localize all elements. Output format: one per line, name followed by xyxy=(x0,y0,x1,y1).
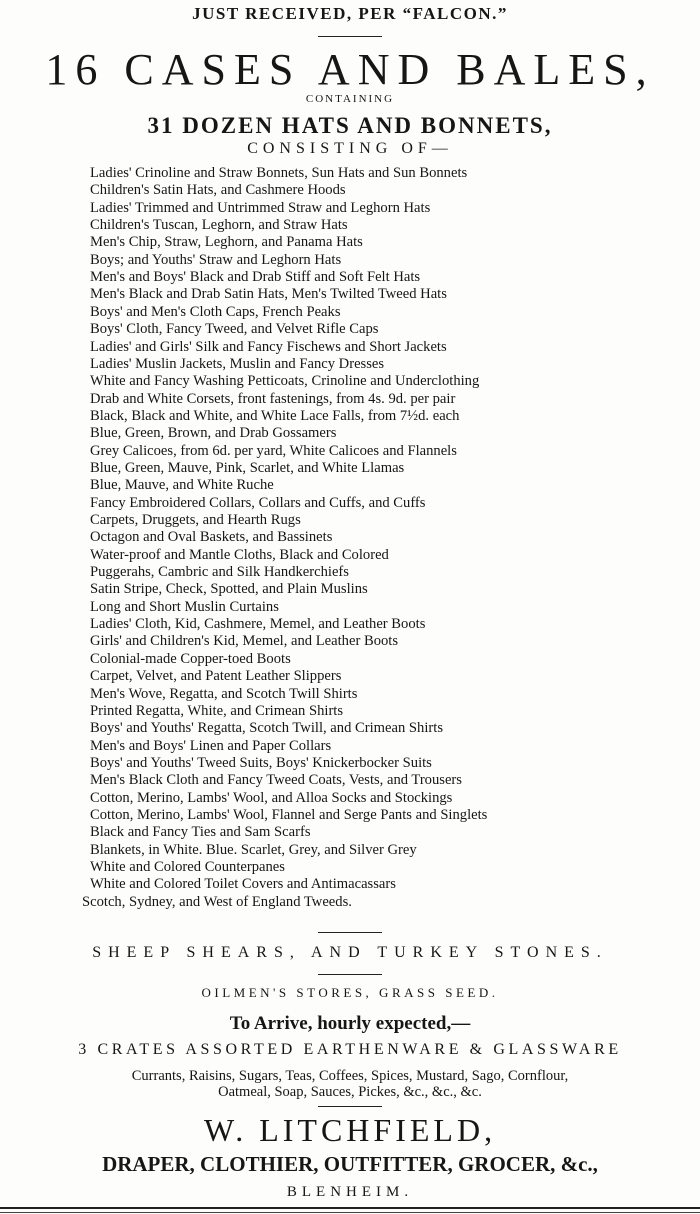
goods-item: Men's Wove, Regatta, and Scotch Twill Shirts xyxy=(90,686,358,702)
divider-rule xyxy=(318,36,382,37)
goods-item: Boys' Cloth, Fancy Tweed, and Velvet Rifle Caps xyxy=(90,321,379,337)
merchant-name: W. LITCHFIELD, xyxy=(203,1112,497,1148)
goods-item: Octagon and Oval Baskets, and Bassinets xyxy=(90,529,333,545)
goods-item: Drab and White Corsets, front fastenings, from 4s. 9d. per pair xyxy=(90,391,456,407)
goods-item: Blue, Mauve, and White Ruche xyxy=(90,477,274,493)
goods-item: Scotch, Sydney, and West of England Tweeds. xyxy=(82,894,352,910)
goods-item: Cotton, Merino, Lambs' Wool, Flannel and Serge Pants and Singlets xyxy=(90,807,488,823)
arrive-heading: To Arrive, hourly expected,— xyxy=(229,1013,471,1034)
bottom-rule xyxy=(0,1212,700,1213)
containing-label: CONTAINING xyxy=(305,93,395,105)
goods-item: Long and Short Muslin Curtains xyxy=(90,599,279,615)
goods-item: Children's Tuscan, Leghorn, and Straw Hats xyxy=(90,217,348,233)
goods-item: Boys' and Youths' Tweed Suits, Boys' Knickerbocker Suits xyxy=(90,755,432,771)
goods-item: Men's Black and Drab Satin Hats, Men's Twilted Tweed Hats xyxy=(90,286,447,302)
goods-item: Children's Satin Hats, and Cashmere Hoods xyxy=(90,182,346,198)
goods-item: Ladies' Crinoline and Straw Bonnets, Sun Hats and Sun Bonnets xyxy=(90,165,468,181)
goods-item: Ladies' and Girls' Silk and Fancy Fischews and Short Jackets xyxy=(90,339,447,355)
crates-heading: 3 CRATES ASSORTED EARTHENWARE & GLASSWARE xyxy=(78,1041,622,1058)
goods-item: White and Colored Counterpanes xyxy=(90,859,285,875)
divider-rule xyxy=(318,1106,382,1107)
goods-item: Blue, Green, Mauve, Pink, Scarlet, and White Llamas xyxy=(90,460,405,476)
goods-item: White and Colored Toilet Covers and Antimacassars xyxy=(90,876,396,892)
consisting-label: CONSISTING OF— xyxy=(247,140,453,157)
goods-item: Black and Fancy Ties and Sam Scarfs xyxy=(90,824,311,840)
goods-item: Fancy Embroidered Collars, Collars and Cuffs, and Cuffs xyxy=(90,495,426,511)
goods-item: Satin Stripe, Check, Spotted, and Plain Muslins xyxy=(90,581,368,597)
sheep-shears-heading: SHEEP SHEARS, AND TURKEY STONES. xyxy=(92,944,608,961)
merchant-town: BLENHEIM. xyxy=(286,1184,414,1200)
oilmen-heading: OILMEN'S STORES, GRASS SEED. xyxy=(201,985,499,1000)
goods-item: Black, Black and White, and White Lace Falls, from 7½d. each xyxy=(90,408,460,424)
goods-item: Colonial-made Copper-toed Boots xyxy=(90,651,291,667)
goods-item: Men's Black Cloth and Fancy Tweed Coats, Vests, and Trousers xyxy=(90,772,462,788)
goods-item: Ladies' Muslin Jackets, Muslin and Fancy Dresses xyxy=(90,356,385,372)
goods-item: Water-proof and Mantle Cloths, Black and Colored xyxy=(90,547,389,563)
grocery-line: Oatmeal, Soap, Sauces, Pickes, &c., &c., &c. xyxy=(218,1084,482,1100)
grocery-line: Currants, Raisins, Sugars, Teas, Coffees, Spices, Mustard, Sago, Cornflour, xyxy=(131,1068,569,1084)
goods-item: Puggerahs, Cambric and Silk Handkerchiefs xyxy=(90,564,349,580)
goods-item: Blankets, in White. Blue. Scarlet, Grey, and Silver Grey xyxy=(90,842,417,858)
bottom-rule xyxy=(0,1207,700,1209)
dozen-heading: 31 DOZEN HATS AND BONNETS, xyxy=(147,113,553,138)
goods-item: Men's and Boys' Black and Drab Stiff and Soft Felt Hats xyxy=(90,269,421,285)
goods-item: Ladies' Trimmed and Untrimmed Straw and Leghorn Hats xyxy=(90,200,431,216)
goods-item: Ladies' Cloth, Kid, Cashmere, Memel, and Leather Boots xyxy=(90,616,426,632)
goods-item: Cotton, Merino, Lambs' Wool, and Alloa Socks and Stockings xyxy=(90,790,453,806)
goods-item: Boys' and Youths' Regatta, Scotch Twill, and Crimean Shirts xyxy=(90,720,443,736)
merchant-trade: DRAPER, CLOTHIER, OUTFITTER, GROCER, &c., xyxy=(102,1152,598,1176)
goods-item: Girls' and Children's Kid, Memel, and Leather Boots xyxy=(90,633,399,649)
divider-rule xyxy=(318,974,382,975)
goods-item: Blue, Green, Brown, and Drab Gossamers xyxy=(90,425,337,441)
goods-item: Printed Regatta, White, and Crimean Shirts xyxy=(90,703,344,719)
goods-item: Grey Calicoes, from 6d. per yard, White Calicoes and Flannels xyxy=(90,443,457,459)
goods-item: Carpets, Druggets, and Hearth Rugs xyxy=(90,512,301,528)
received-heading: JUST RECEIVED, PER “FALCON.” xyxy=(192,4,508,23)
cases-heading: 16 CASES AND BALES, xyxy=(45,45,655,94)
goods-item: Boys' and Men's Cloth Caps, French Peaks xyxy=(90,304,341,320)
goods-item: Boys; and Youths' Straw and Leghorn Hats xyxy=(90,252,342,268)
goods-item: Men's Chip, Straw, Leghorn, and Panama Hats xyxy=(90,234,363,250)
goods-item: Men's and Boys' Linen and Paper Collars xyxy=(90,738,332,754)
divider-rule xyxy=(318,932,382,933)
goods-item: White and Fancy Washing Petticoats, Crinoline and Underclothing xyxy=(90,373,480,389)
goods-item: Carpet, Velvet, and Patent Leather Slippers xyxy=(90,668,342,684)
